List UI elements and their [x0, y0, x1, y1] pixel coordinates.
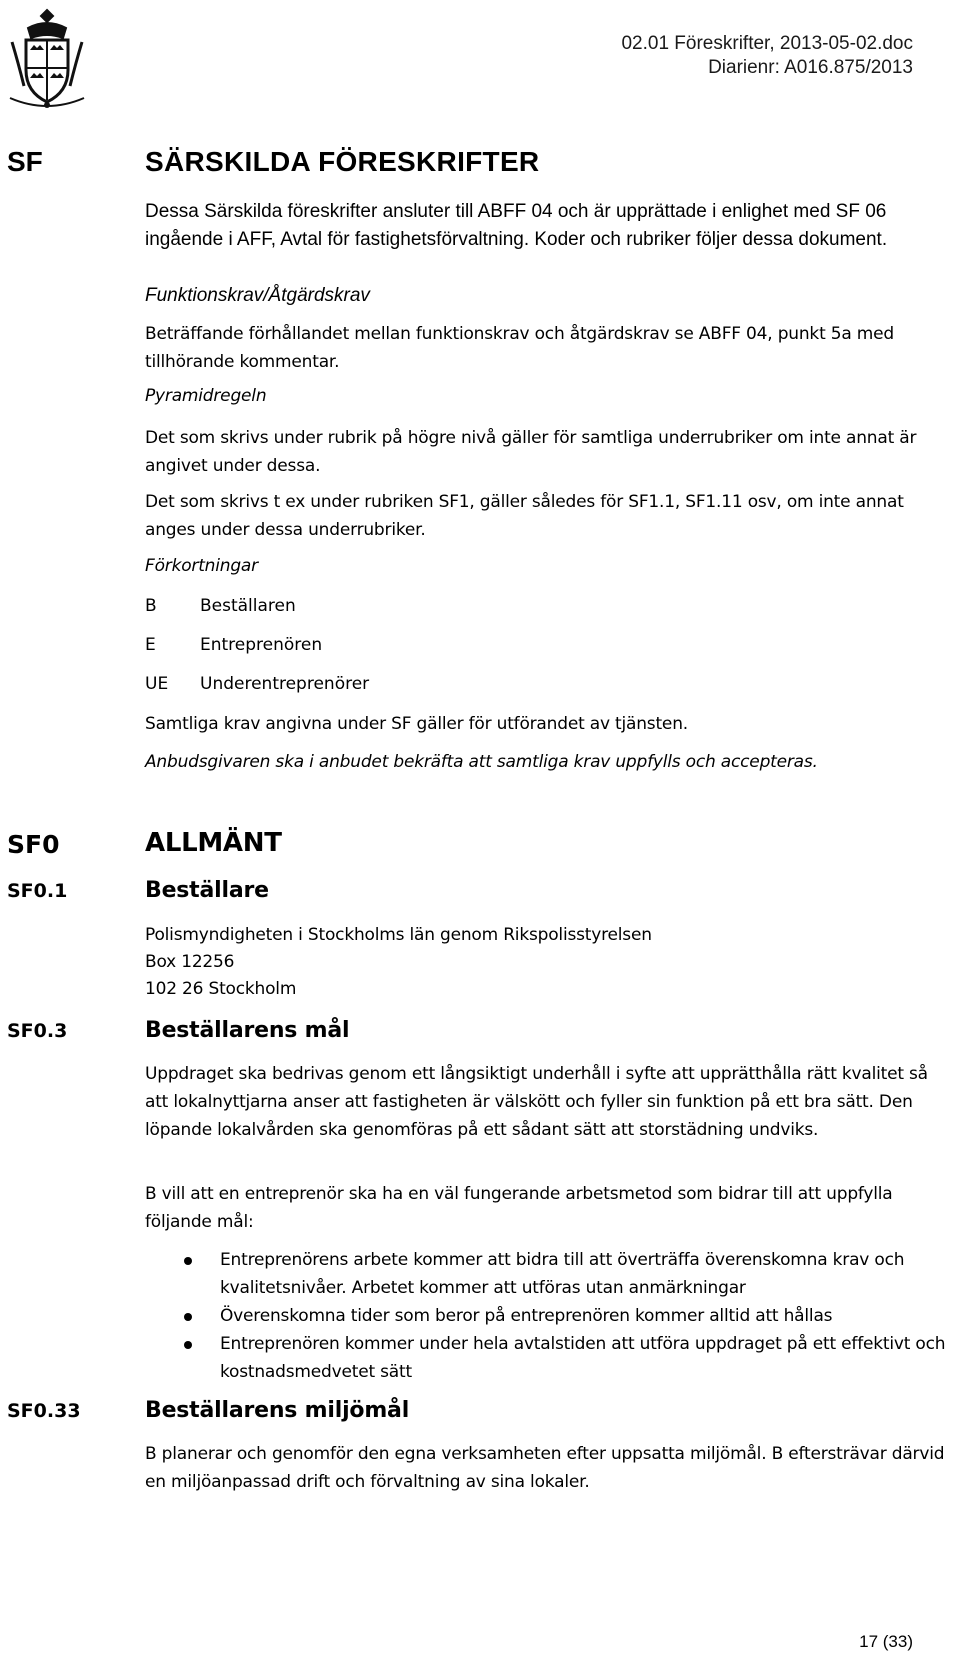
subheading-pyramidregeln: Pyramidregeln: [145, 386, 267, 406]
abbreviation-meaning: Entreprenören: [200, 635, 323, 655]
abbreviation-term: E: [145, 635, 156, 655]
section-title-sf0-3: Beställarens mål: [145, 1018, 350, 1043]
diary-number: Diarienr: A016.875/2013: [708, 57, 913, 78]
section-code-sf0-33: SF0.33: [7, 1400, 81, 1422]
paragraph-anbudsgivaren: Anbudsgivaren ska i anbudet bekräfta att samtliga krav uppfylls och accepteras.: [145, 752, 818, 772]
intro-paragraph: Dessa Särskilda föreskrifter ansluter till ABFF 04 och är upprättade i enlighet med SF 06 ingående i AFF, Avtal för fastighetsförvaltning. Koder och rubriker följer dessa dokument.: [145, 201, 888, 250]
abbreviation-term: B: [145, 596, 157, 616]
subheading-funktionskrav: Funktionskrav/Åtgärdskrav: [145, 285, 370, 306]
list-item: Entreprenörens arbete kommer att bidra till att överträffa överenskomna krav och kvalitetsnivåer. Arbetet kommer att utföras utan anmärkningar: [172, 1246, 952, 1302]
abbreviation-meaning: Beställaren: [200, 596, 296, 616]
page-number: 17 (33): [859, 1632, 913, 1651]
section-code-sf0-3: SF0.3: [7, 1020, 68, 1042]
list-item: Överenskomna tider som beror på entreprenören kommer alltid att hållas: [172, 1302, 952, 1330]
goals-list: [172, 1246, 952, 1386]
paragraph-funktionskrav: Beträffande förhållandet mellan funktionskrav och åtgärdskrav se ABFF 04, punkt 5a med tillhörande kommentar.: [145, 324, 894, 372]
address-line: Polismyndigheten i Stockholms län genom Rikspolisstyrelsen: [145, 925, 652, 945]
paragraph-miljomal: B planerar och genomför den egna verksamheten efter uppsatta miljömål. B eftersträvar därvid en miljöanpassad drift och förvaltning av sina lokaler.: [145, 1444, 945, 1492]
document-filename: 02.01 Föreskrifter, 2013-05-02.doc: [621, 33, 913, 54]
subheading-forkortningar: Förkortningar: [145, 556, 258, 576]
paragraph-bestallarens-mal-2: B vill att en entreprenör ska ha en väl fungerande arbetsmetod som bidrar till att uppfylla följande mål:: [145, 1184, 893, 1232]
section-code-sf0: SF0: [7, 830, 60, 859]
abbreviation-meaning: Underentreprenörer: [200, 674, 370, 694]
section-title-sf0-1: Beställare: [145, 878, 269, 903]
address-line: 102 26 Stockholm: [145, 979, 297, 999]
section-code-sf0-1: SF0.1: [7, 880, 68, 902]
paragraph-pyramidregeln-2: Det som skrivs t ex under rubriken SF1, gäller således för SF1.1, SF1.11 osv, om inte annat anges under dessa underrubriker.: [145, 492, 904, 540]
coat-of-arms-logo: [6, 2, 88, 112]
paragraph-bestallarens-mal-1: Uppdraget ska bedrivas genom ett långsiktigt underhåll i syfte att upprätthålla rätt kvalitet så att lokalnyttjarna anser att fastigheten är välskött och fyller sin funktion på ett bra sätt. Den löpande lokalvården ska genomföras på ett sådant sätt att storstädning undviks.: [145, 1064, 928, 1140]
section-title-sf0: ALLMÄNT: [145, 828, 282, 858]
paragraph-samtliga-krav: Samtliga krav angivna under SF gäller för utförandet av tjänsten.: [145, 714, 688, 734]
abbreviation-term: UE: [145, 674, 169, 694]
section-code-sf: SF: [7, 146, 43, 177]
address-line: Box 12256: [145, 952, 235, 972]
section-title-sf0-33: Beställarens miljömål: [145, 1398, 410, 1423]
list-item: Entreprenören kommer under hela avtalstiden att utföra uppdraget på ett effektivt och kostnadsmedvetet sätt: [172, 1330, 952, 1386]
paragraph-pyramidregeln-1: Det som skrivs under rubrik på högre nivå gäller för samtliga underrubriker om inte annat är angivet under dessa.: [145, 428, 917, 476]
section-title-sf: SÄRSKILDA FÖRESKRIFTER: [145, 146, 540, 177]
